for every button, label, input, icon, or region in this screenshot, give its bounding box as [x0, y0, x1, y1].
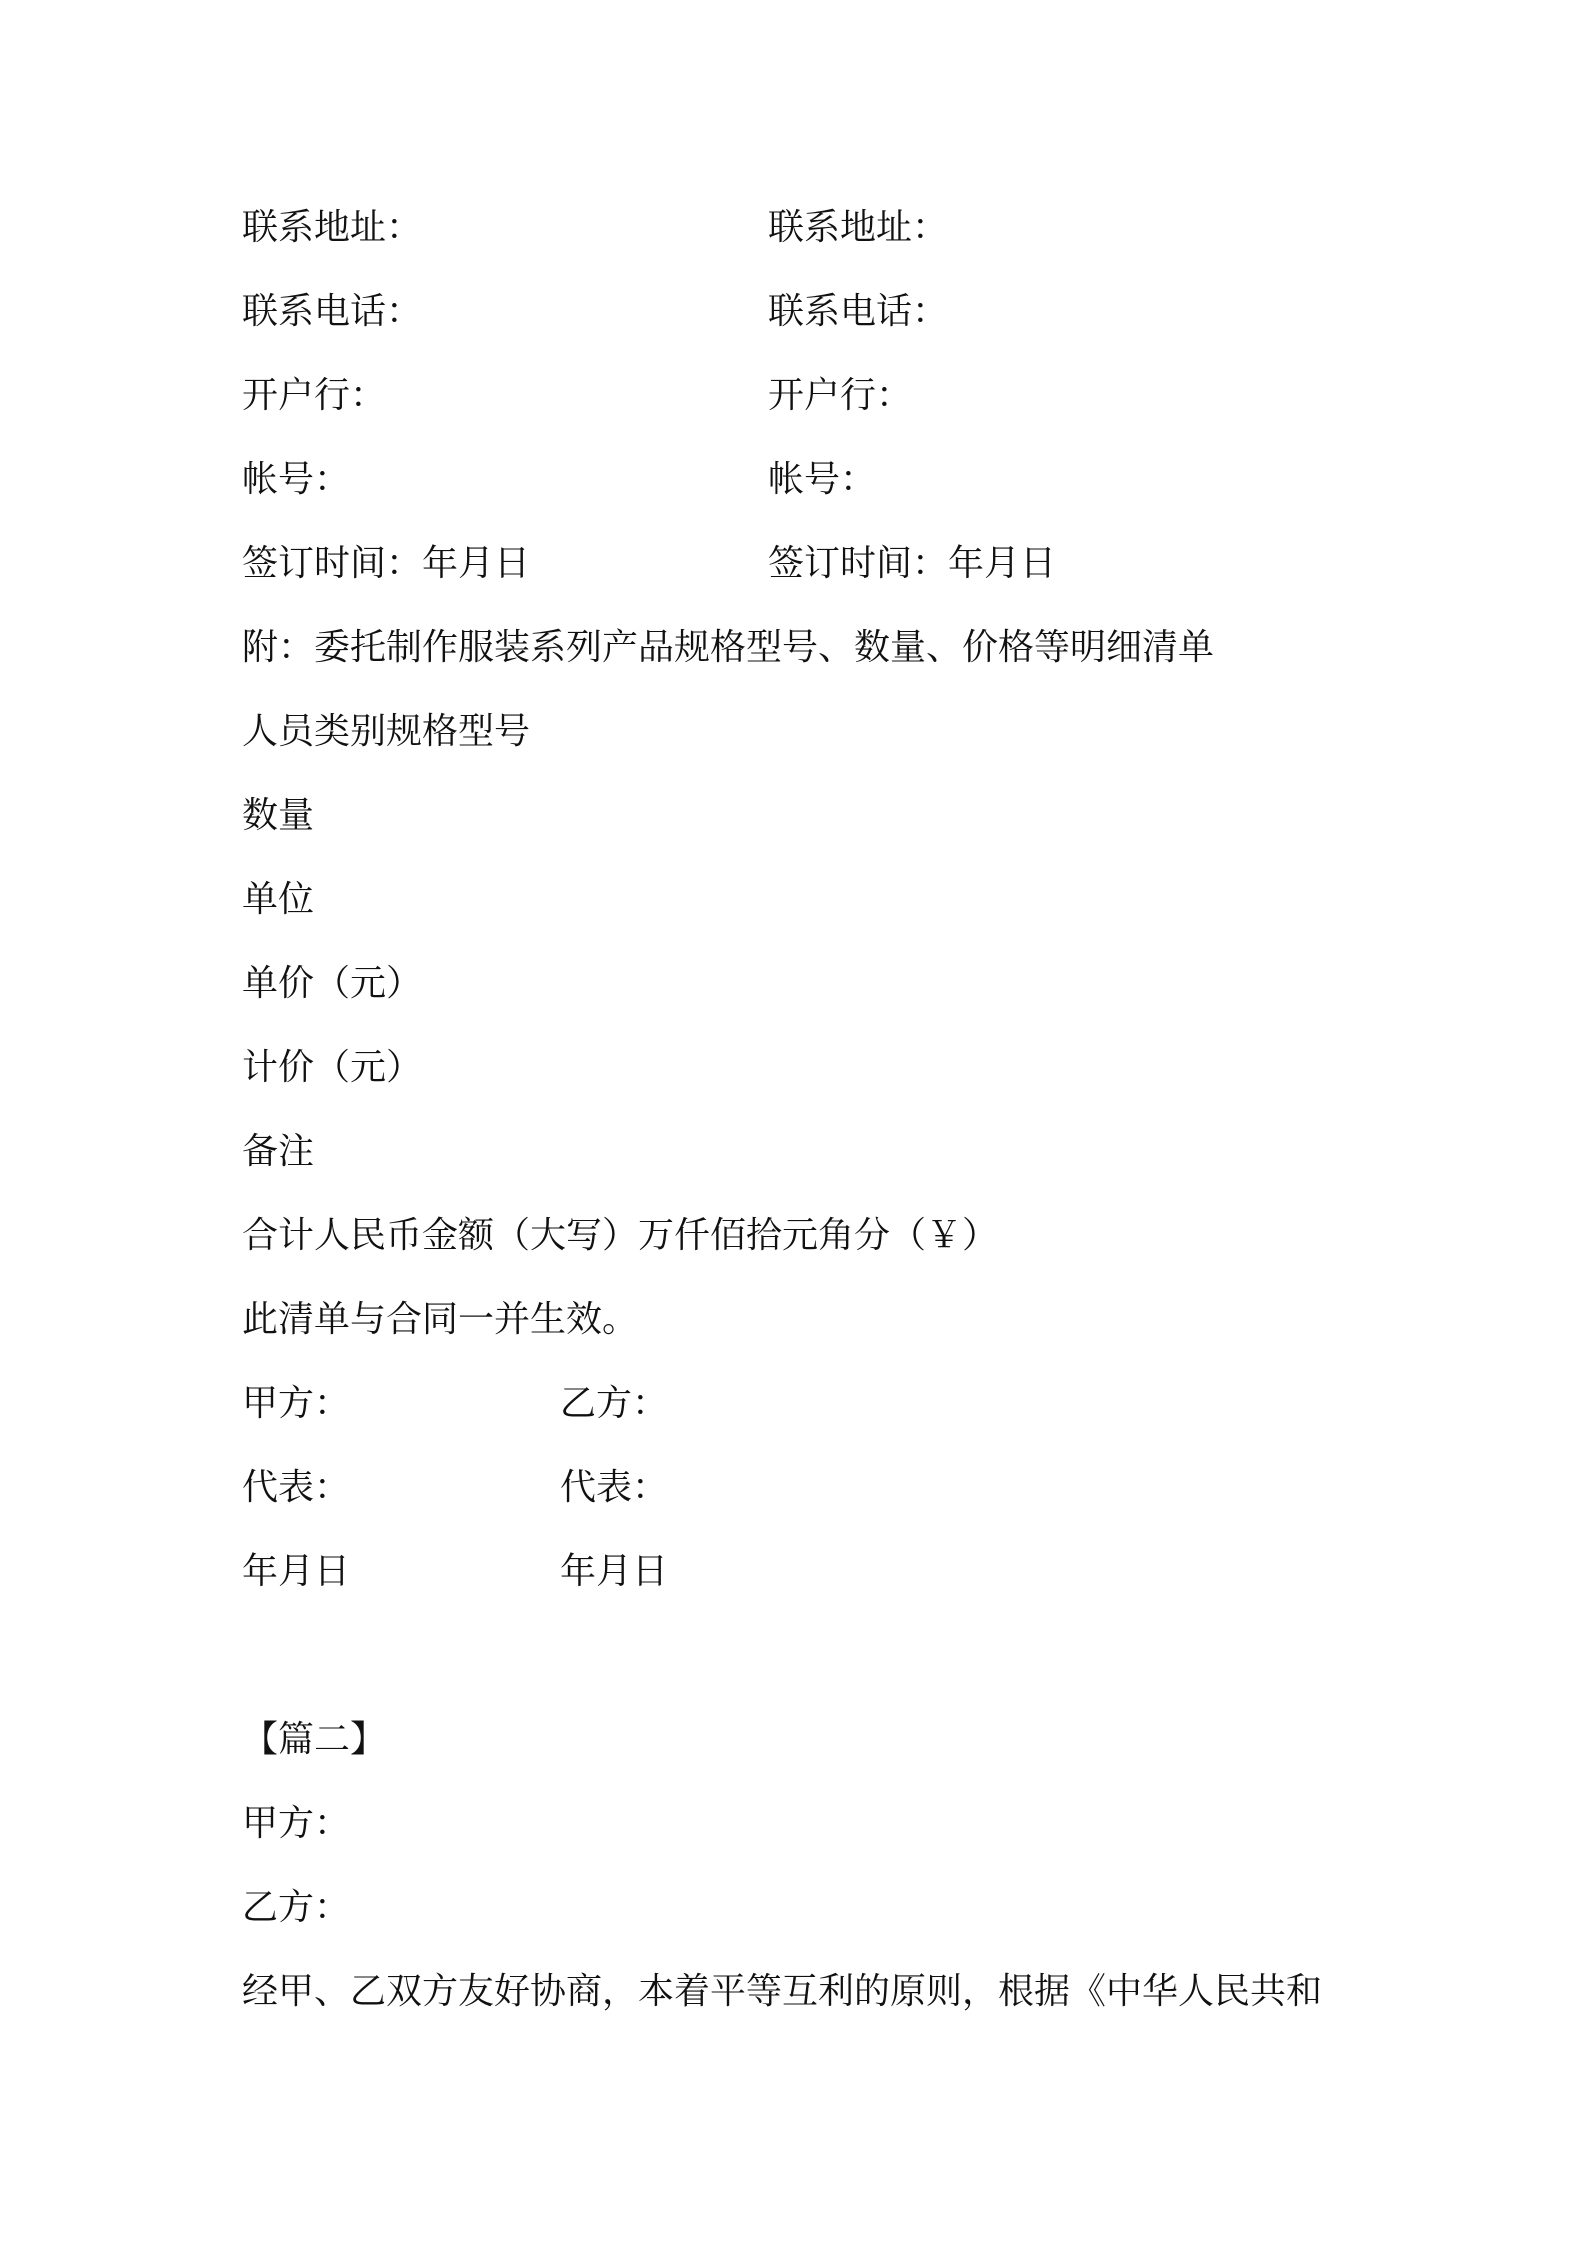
party-a-phone-label: 联系电话：	[242, 291, 423, 332]
party-info-row	[242, 284, 949, 340]
party-a-sign-date-label: 签订时间：年月日	[242, 543, 531, 584]
party-a-bank-label: 开户行：	[242, 375, 387, 416]
party-b-signature-label: 乙方：	[560, 1383, 669, 1424]
attachment-total: 合计人民币金额（大写）万仟佰拾元角分（￥）	[242, 1215, 999, 1256]
attachment-field: 计价（元）	[242, 1047, 423, 1088]
party-b-representative-label: 代表：	[560, 1467, 669, 1508]
party-b-address-label: 联系地址：	[768, 207, 949, 248]
section-intro-paragraph: 经甲、乙双方友好协商，本着平等互利的原则，根据《中华人民共和	[242, 1971, 1323, 2012]
section-party-b-label: 乙方：	[242, 1887, 351, 1928]
signature-row	[242, 1460, 669, 1516]
attachment-effective-note: 此清单与合同一并生效。	[242, 1299, 639, 1340]
party-a-signature-label: 甲方：	[242, 1383, 351, 1424]
signature-row	[242, 1376, 669, 1432]
attachment-field: 人员类别规格型号	[242, 711, 531, 752]
party-b-date-label: 年月日	[560, 1551, 669, 1592]
attachment-field: 单价（元）	[242, 963, 423, 1004]
attachment-field: 备注	[242, 1131, 315, 1172]
party-b-bank-label: 开户行：	[768, 375, 913, 416]
party-info-row	[242, 368, 913, 424]
party-b-sign-date-label: 签订时间：年月日	[768, 543, 1057, 584]
attachment-title: 附：委托制作服装系列产品规格型号、数量、价格等明细清单	[242, 627, 1215, 668]
party-info-row	[242, 452, 877, 508]
party-info-row	[242, 536, 1057, 592]
attachment-field: 数量	[242, 795, 315, 836]
party-info-row	[242, 200, 949, 256]
section-party-a-label: 甲方：	[242, 1803, 351, 1844]
attachment-field: 单位	[242, 879, 315, 920]
section-heading: 【篇二】	[242, 1719, 387, 1760]
party-b-phone-label: 联系电话：	[768, 291, 949, 332]
party-a-address-label: 联系地址：	[242, 207, 423, 248]
party-a-date-label: 年月日	[242, 1551, 351, 1592]
party-a-account-label: 帐号：	[242, 459, 351, 500]
party-a-representative-label: 代表：	[242, 1467, 351, 1508]
party-b-account-label: 帐号：	[768, 459, 877, 500]
signature-row	[242, 1544, 669, 1600]
